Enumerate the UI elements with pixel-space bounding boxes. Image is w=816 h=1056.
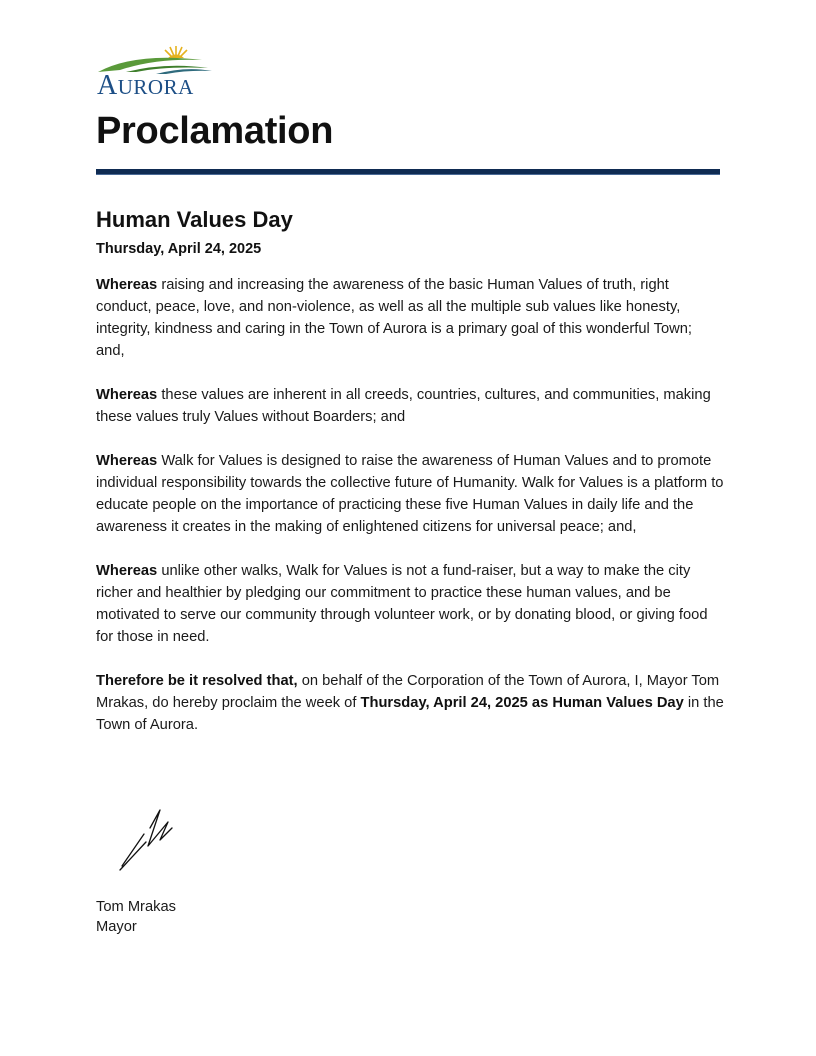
aurora-logo (96, 44, 236, 102)
signatory-role: Mayor (96, 919, 137, 935)
whereas-paragraph-4 (96, 560, 724, 648)
mayor-signature (110, 800, 200, 880)
document-title: Proclamation (96, 110, 334, 152)
sun-rays-icon (165, 46, 187, 58)
proclamation-heading: Human Values Day (96, 207, 293, 232)
signatory-name: Tom Mrakas (96, 899, 176, 915)
paragraph-lead: Whereas (96, 277, 158, 293)
paragraph-lead: Whereas (96, 387, 158, 403)
resolution-text-end: in the Town of Aurora. (96, 695, 724, 733)
paragraph-lead: Whereas (96, 563, 158, 579)
whereas-paragraph-3 (96, 450, 724, 538)
title-divider (96, 169, 720, 175)
logo-wordmark: AURORA (97, 70, 194, 101)
signatory (96, 897, 176, 937)
paragraph-text: Walk for Values is designed to raise the awareness of Human Values and to promote individual responsibility towards the collective future of Humanity. Walk for Values is a platform to educate people on the importance of practicing these five Human Values in daily life and the awareness it creates in the making of enlightened citizens for universal peace; and, (96, 453, 724, 535)
proclamation-body (96, 274, 724, 758)
paragraph-text: these values are inherent in all creeds, countries, cultures, and communities, making these values truly Values without Boarders; and (96, 387, 711, 425)
proclamation-date: Thursday, April 24, 2025 (96, 241, 262, 257)
resolution-paragraph (96, 670, 724, 736)
resolution-emphasis: Thursday, April 24, 2025 as Human Values Day (360, 695, 684, 711)
paragraph-lead: Whereas (96, 453, 158, 469)
resolution-lead: Therefore be it resolved that, (96, 673, 298, 689)
paragraph-text: raising and increasing the awareness of the basic Human Values of truth, right conduct, peace, love, and non-violence, as well as all the multiple sub values like honesty, integrity, kindness and caring in the Town of Aurora is a primary goal of this wonderful Town; and, (96, 277, 692, 359)
whereas-paragraph-2 (96, 384, 724, 428)
whereas-paragraph-1 (96, 274, 724, 362)
paragraph-text: unlike other walks, Walk for Values is not a fund-raiser, but a way to make the city richer and healthier by pledging our commitment to practice these human values, and be motivated to serve our community through volunteer work, or by donating blood, or giving food for those in need. (96, 563, 708, 645)
resolution-text: on behalf of the Corporation of the Town of Aurora, I, Mayor Tom Mrakas, do hereby proclaim the week of (96, 673, 720, 711)
